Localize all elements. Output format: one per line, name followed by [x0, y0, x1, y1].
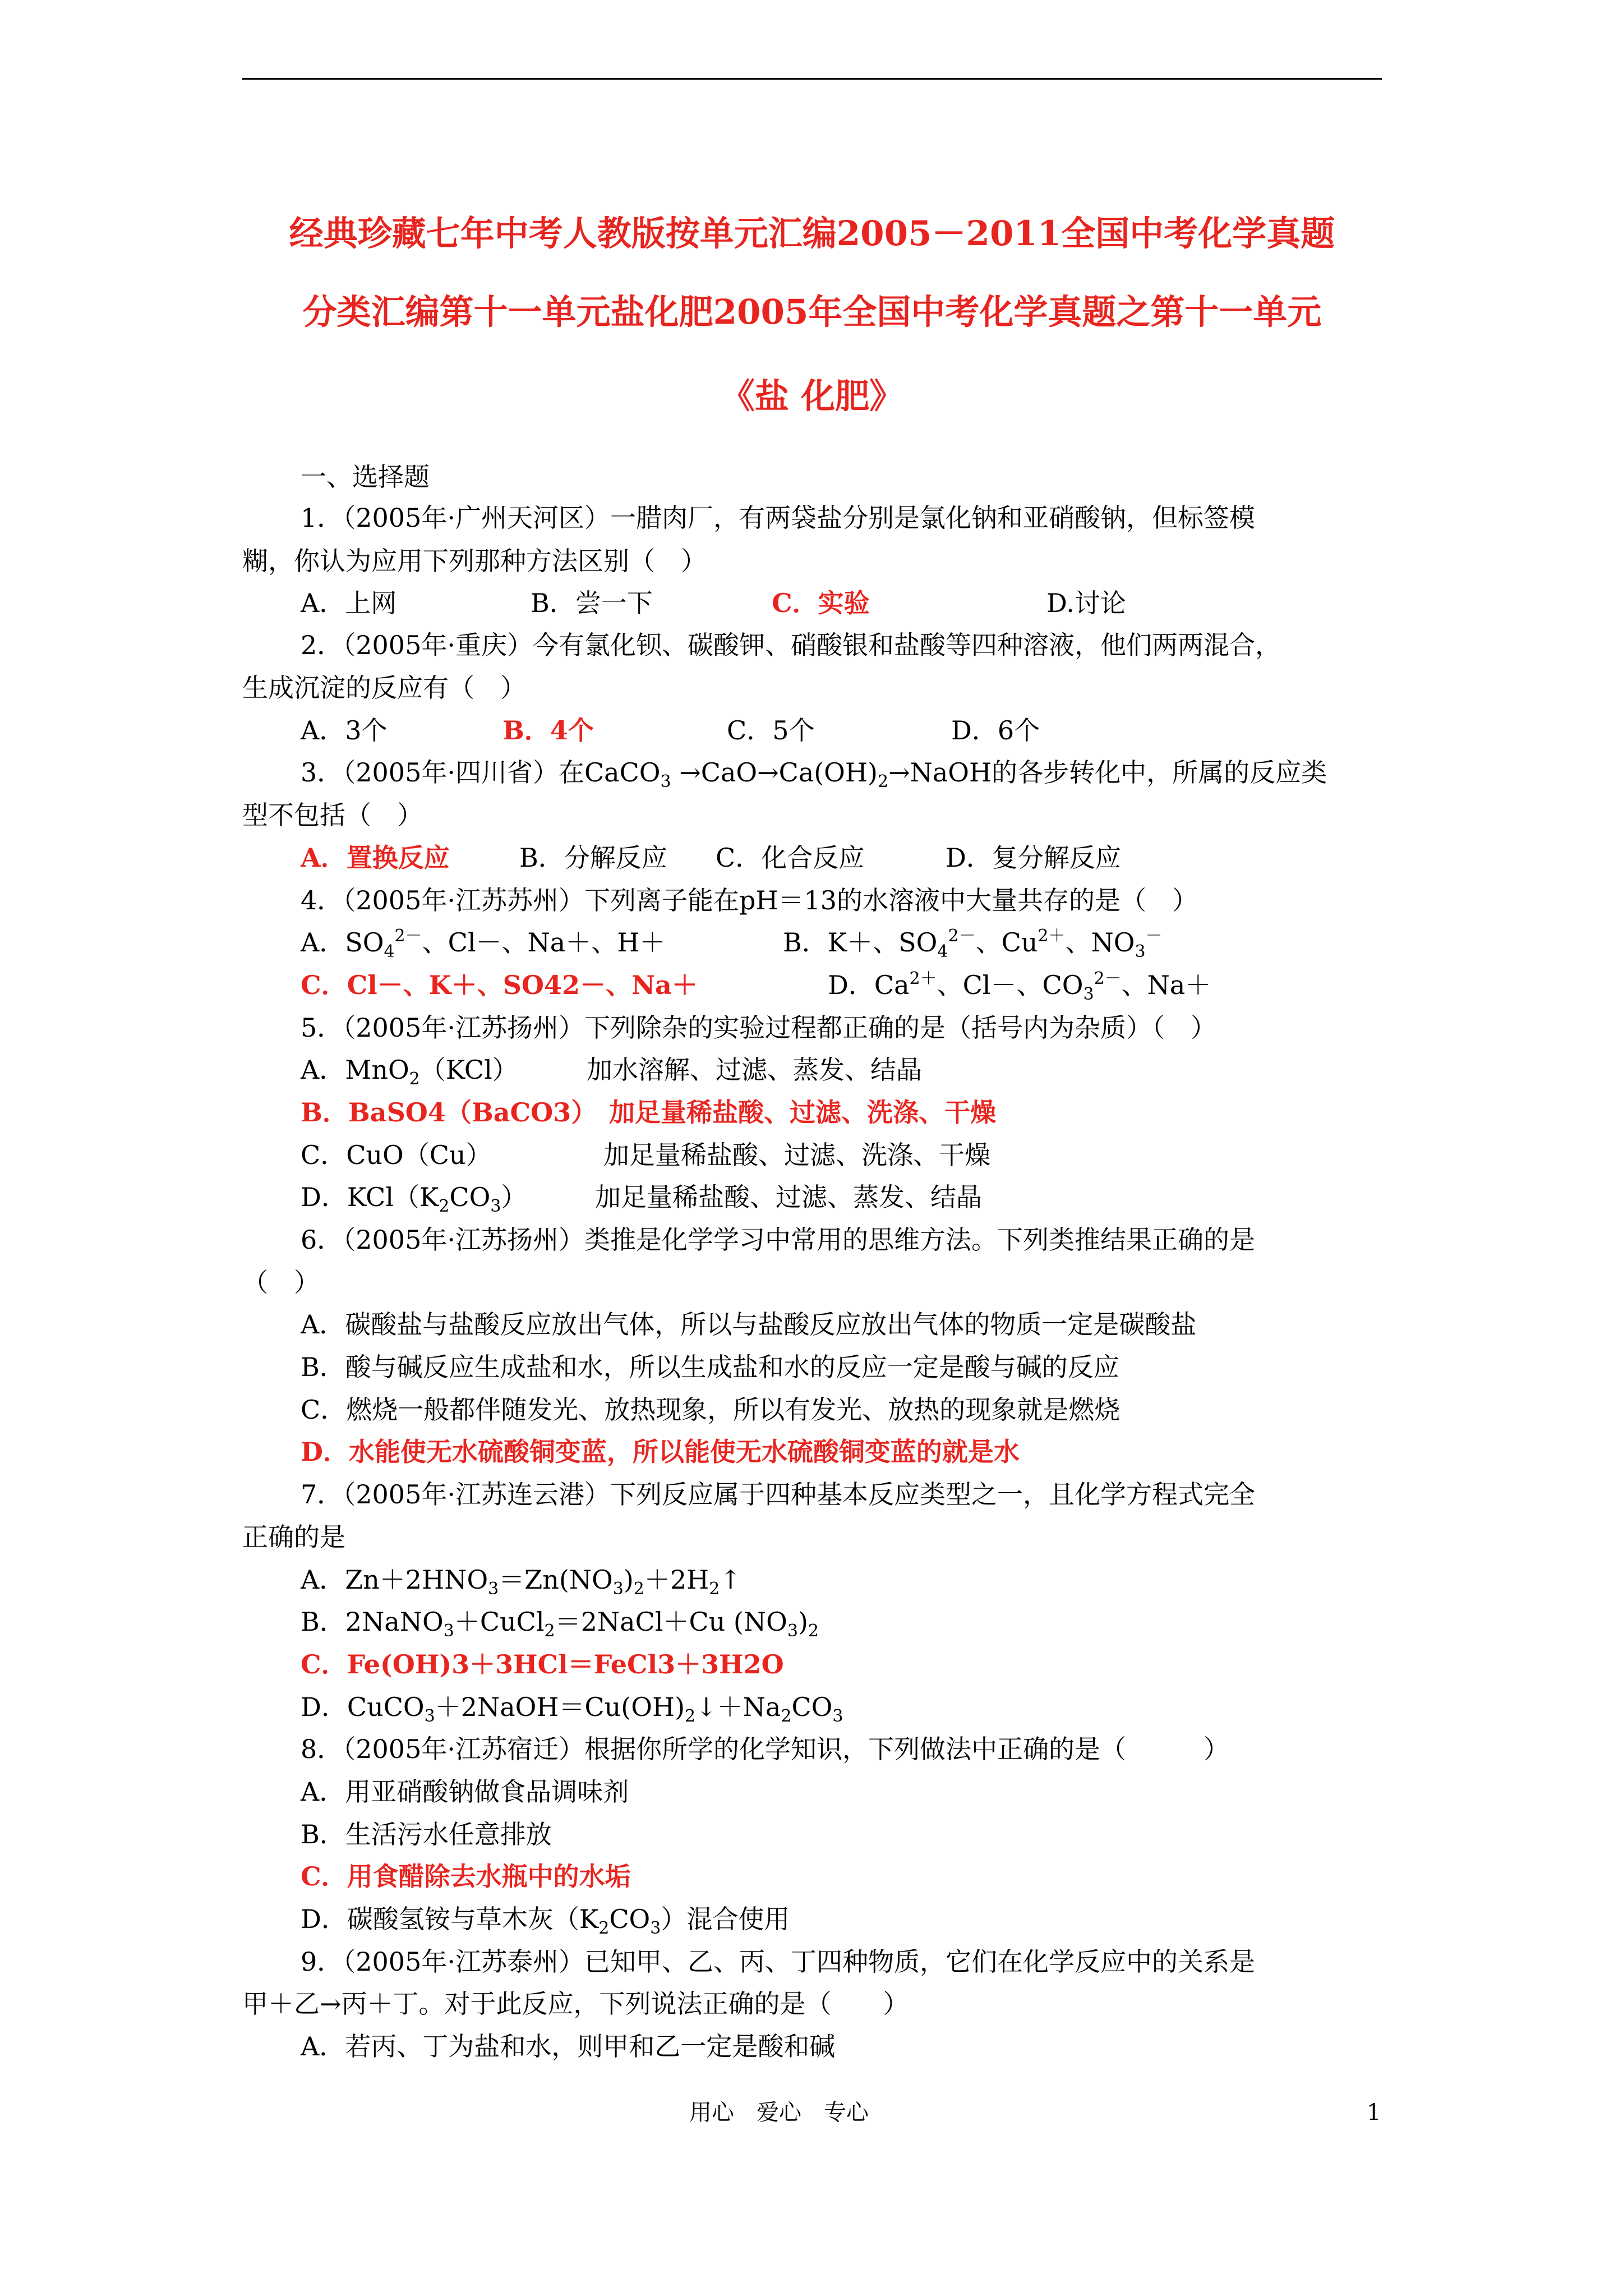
q4-option-a: A．$SO_4^{2-}$、Cl－、Na＋、H＋ [301, 926, 666, 961]
page-footer: 用心 爱心 专心 [689, 2100, 869, 2125]
q8-option-b: B．生活污水任意排放 [301, 1819, 552, 1849]
q6-option-b: B．酸与碱反应生成盐和水，所以生成盐和水的反应一定是酸与碱的反应 [301, 1352, 1119, 1382]
q9-line-1: 9．（2005年·江苏泰州）已知甲、乙、丙、丁四种物质，它们在化学反应中的关系是 [301, 1947, 1255, 1977]
page-number: 1 [1367, 2100, 1381, 2125]
q8-option-c: C．用食醋除去水瓶中的水垢 [301, 1861, 631, 1892]
q3-option-d: D．复分解反应 [946, 843, 1121, 873]
q4-option-b: B．K＋、$SO_4^{2-}$、$Cu^{2+}$、$NO_3^-$ [783, 926, 1163, 961]
q5-line-1: 5．（2005年·江苏扬州）下列除杂的实验过程都正确的是（括号内为杂质）（ ） [301, 1013, 1216, 1043]
q9-option-a: A．若丙、丁为盐和水，则甲和乙一定是酸和碱 [301, 2031, 836, 2062]
q7-line-2: 正确的是 [242, 1522, 345, 1552]
doc-title-line-3: 《盐 化肥》 [720, 376, 904, 416]
doc-title-line-2: 分类汇编第十一单元盐化肥2005年全国中考化学真题之第十一单元 [302, 292, 1322, 332]
q7-line-1: 7．（2005年·江苏连云港）下列反应属于四种基本反应类型之一，且化学方程式完全 [301, 1479, 1255, 1510]
q2-option-b: B．4个 [502, 715, 594, 746]
q4-option-d: D．$Ca^{2+}$、Cl－、$CO_3^{2-}$、Na＋ [828, 969, 1211, 1004]
q1-option-a: A．上网 [301, 588, 397, 618]
q1-line-1: 1．（2005年·广州天河区）一腊肉厂，有两袋盐分别是氯化钠和亚硝酸钠，但标签模 [301, 503, 1255, 533]
q2-option-c: C．5个 [727, 715, 815, 746]
q8-option-d: D．碳酸氢铵与草木灰$(K_2CO_3)$混合使用 [301, 1904, 790, 1938]
doc-title-line-1: 经典珍藏七年中考人教版按单元汇编2005－2011全国中考化学真题 [289, 214, 1335, 254]
q3-option-b: B．分解反应 [519, 843, 667, 873]
q9-line-2: 甲＋乙→丙＋丁。对于此反应，下列说法正确的是（ ） [242, 1989, 909, 2019]
header-rule [242, 78, 1382, 80]
q6-option-a: A．碳酸盐与盐酸反应放出气体，所以与盐酸反应放出气体的物质一定是碳酸盐 [301, 1309, 1197, 1340]
q3-line-2: 型不包括（ ） [242, 800, 423, 830]
q2-line-2: 生成沉淀的反应有（ ） [242, 673, 526, 703]
q2-option-a: A．3个 [301, 715, 388, 746]
q2-line-1: 2．（2005年·重庆）今有氯化钡、碳酸钾、硝酸银和盐酸等四种溶液，他们两两混合， [301, 630, 1281, 660]
section-heading: 一、选择题 [301, 462, 430, 492]
q3-option-a: A．置换反应 [301, 843, 450, 873]
q4-option-c: C．Cl－、K＋、SO42－、Na＋ [301, 970, 698, 1000]
q8-line-1: 8．（2005年·江苏宿迁）根据你所学的化学知识，下列做法中正确的是（ ） [301, 1734, 1229, 1764]
q1-line-2: 糊，你认为应用下列那种方法区别（ ） [242, 546, 707, 576]
q6-line-1: 6．（2005年·江苏扬州）类推是化学学习中常用的思维方法。下列类推结果正确的是 [301, 1225, 1255, 1255]
q6-option-d: D．水能使无水硫酸铜变蓝，所以能使无水硫酸铜变蓝的就是水 [301, 1437, 1020, 1467]
q7-option-b: B．2NaNO$_3$＋CuCl$_2$＝2NaCl＋Cu $(NO_3)_2$ [301, 1607, 819, 1641]
q7-option-d: D．$CuCO_3+2NaOH=Cu(OH)_2↓+Na_2CO_3$ [301, 1692, 843, 1726]
q1-option-c: C．实验 [772, 588, 870, 618]
q8-option-a: A．用亚硝酸钠做食品调味剂 [301, 1777, 629, 1807]
q1-option-d: D.讨论 [1046, 588, 1126, 618]
q6-option-c: C．燃烧一般都伴随发光、放热现象，所以有发光、放热的现象就是燃烧 [301, 1395, 1121, 1425]
q2-option-d: D．6个 [951, 715, 1040, 746]
q3-option-c: C．化合反应 [716, 843, 865, 873]
q7-option-c: C．Fe(OH)3＋3HCl＝FeCl3＋3H2O [301, 1649, 784, 1680]
q3-line-1: 3．（2005年·四川省）在CaCO$_3$ $\to CaO\to Ca(OH)_2\to NaOH$的各步转化中，所属的反应类 [301, 757, 1327, 792]
q7-option-a: A．$Zn+2HNO_3=Zn(NO_3)_2+2H_2↑$ [301, 1565, 741, 1599]
q6-line-2: （ ） [242, 1267, 320, 1297]
q1-option-b: B．尝一下 [531, 588, 653, 618]
q4-line-1: 4．（2005年·江苏苏州）下列离子能在pH＝13的水溶液中大量共存的是（ ） [301, 885, 1198, 915]
